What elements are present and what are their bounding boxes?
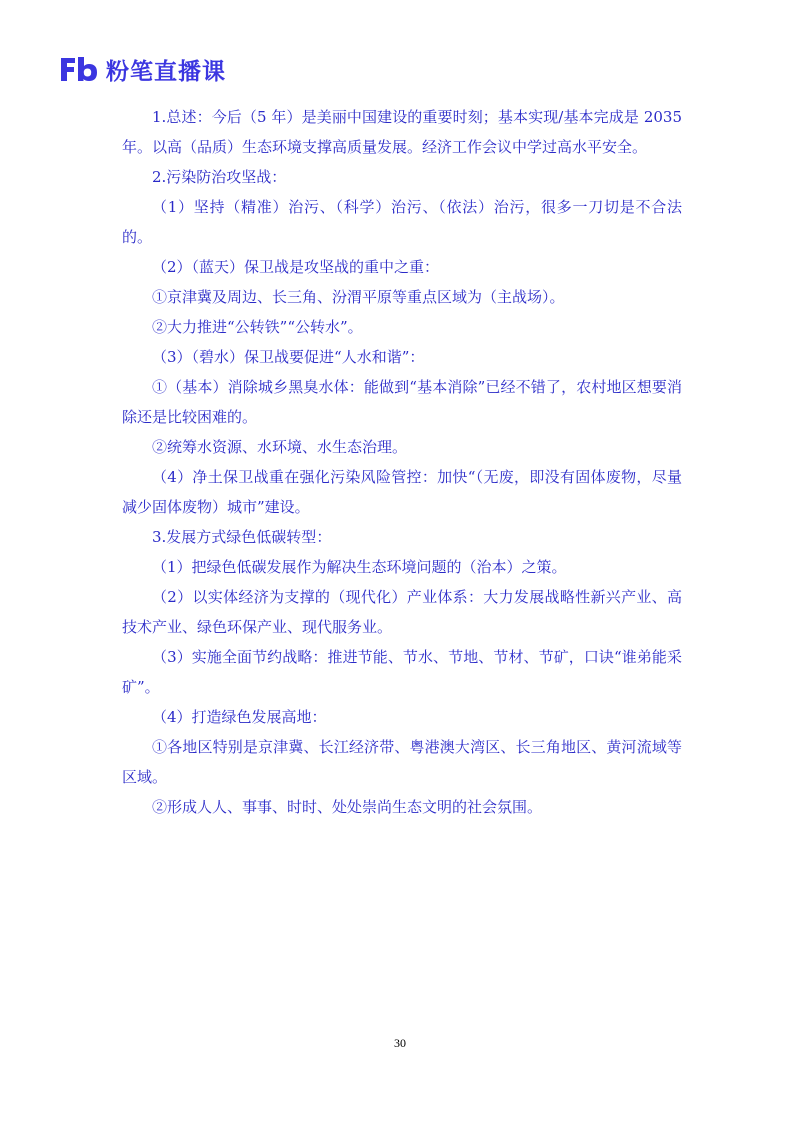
page-number: 30 bbox=[394, 1036, 406, 1050]
paragraph-clear-water: （3）（碧水）保卫战要促进“人水和谐”： bbox=[152, 348, 425, 366]
paragraph-water-governance: ②统筹水资源、水环境、水生态治理。 bbox=[152, 438, 408, 456]
paragraph-heading-pollution: 2.污染防治攻坚战： bbox=[152, 168, 287, 186]
paragraph-conservation: （3）实施全面节约战略：推进节能、节水、节地、节材、节矿，口诀“谁弟能采矿”。 bbox=[122, 648, 682, 696]
fenbi-logo-icon bbox=[58, 54, 100, 84]
paragraph-summary: 1.总述：今后（5 年）是美丽中国建设的重要时刻；基本实现/基本完成是 2035 年。以高（品质）生态环境支撑高质量发展。经济工作会议中学过高水平安全。 bbox=[122, 108, 682, 156]
paragraph-green-highland: （4）打造绿色发展高地： bbox=[152, 708, 327, 726]
page-header bbox=[58, 52, 226, 86]
paragraph-key-regions: ①京津冀及周边、长三角、汾渭平原等重点区域为（主战场）。 bbox=[152, 288, 565, 306]
paragraph-rail-water: ②大力推进“公转铁”“公转水”。 bbox=[152, 318, 363, 336]
paragraph-social-atmosphere: ②形成人人、事事、时时、处处崇尚生态文明的社会氛围。 bbox=[152, 798, 543, 816]
paragraph-blue-sky: （2）（蓝天）保卫战是攻坚战的重中之重： bbox=[152, 258, 440, 276]
paragraph-heading-green-transition: 3.发展方式绿色低碳转型： bbox=[152, 528, 332, 546]
paragraph-industrial-system: （2）以实体经济为支撑的（现代化）产业体系：大力发展战略性新兴产业、高技术产业、绿色环保产业、现代服务业。 bbox=[122, 588, 682, 636]
paragraph-precise-governance: （1）坚持（精准）治污、（科学）治污、（依法）治污，很多一刀切是不合法的。 bbox=[122, 198, 682, 246]
paragraph-black-odorous-water: ①（基本）消除城乡黑臭水体：能做到“基本消除”已经不错了，农村地区想要消除还是比较困难的。 bbox=[122, 378, 682, 426]
paragraph-pure-soil: （4）净土保卫战重在强化污染风险管控：加快“（无废，即没有固体废物，尽量减少固体废物）城市”建设。 bbox=[122, 468, 682, 516]
paragraph-regions: ①各地区特别是京津冀、长江经济带、粤港澳大湾区、长三角地区、黄河流域等区域。 bbox=[122, 738, 682, 786]
document-body bbox=[122, 102, 682, 822]
brand-name: 粉笔直播课 bbox=[106, 58, 226, 85]
paragraph-green-low-carbon: （1）把绿色低碳发展作为解决生态环境问题的（治本）之策。 bbox=[152, 558, 567, 576]
